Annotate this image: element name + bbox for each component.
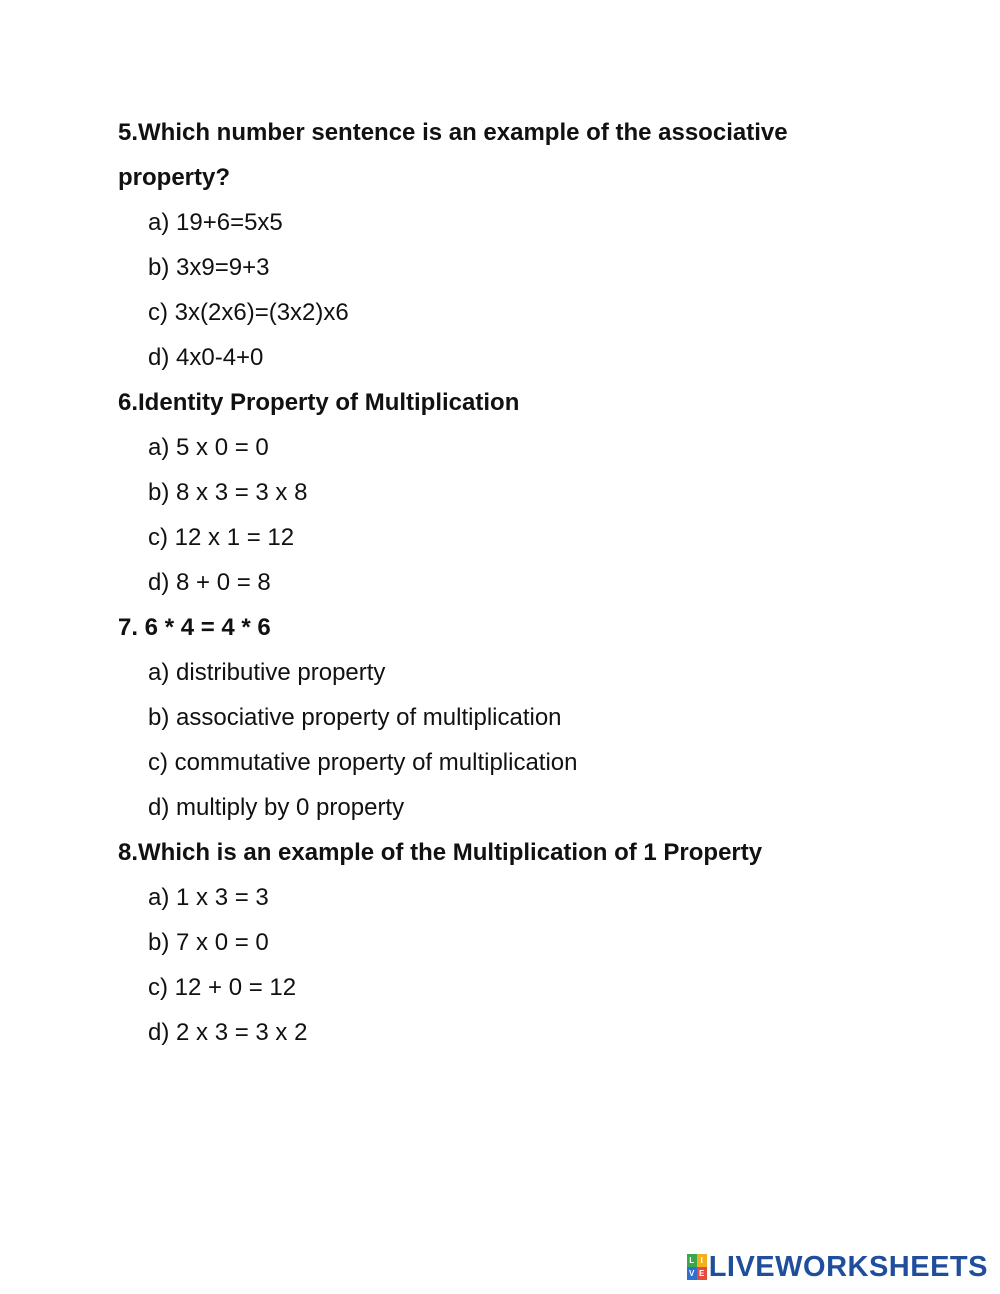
- logo-letter-i: I: [697, 1254, 707, 1267]
- question-7-option-d[interactable]: d) multiply by 0 property: [148, 794, 405, 821]
- logo-letter-v: V: [687, 1267, 697, 1280]
- question-8-option-b[interactable]: b) 7 x 0 = 0: [148, 929, 269, 956]
- question-8-option-c[interactable]: c) 12 + 0 = 12: [148, 974, 297, 1001]
- question-6-option-b[interactable]: b) 8 x 3 = 3 x 8: [148, 479, 308, 506]
- liveworksheets-wordmark: LIVEWORKSHEETS: [708, 1250, 988, 1283]
- question-6-option-d[interactable]: d) 8 + 0 = 8: [148, 569, 271, 596]
- logo-letter-l: L: [687, 1254, 697, 1267]
- question-5-option-c[interactable]: c) 3x(2x6)=(3x2)x6: [148, 299, 349, 326]
- logo-letter-e: E: [697, 1267, 707, 1280]
- question-5-option-a[interactable]: a) 19+6=5x5: [148, 209, 283, 236]
- question-8-title: 8.Which is an example of the Multiplication of 1 Property: [118, 839, 763, 866]
- question-5-title-continued: property?: [118, 164, 231, 191]
- question-7-title: 7. 6 * 4 = 4 * 6: [118, 614, 271, 641]
- question-6-option-c[interactable]: c) 12 x 1 = 12: [148, 524, 295, 551]
- question-6-option-a[interactable]: a) 5 x 0 = 0: [148, 434, 269, 461]
- question-6-title: 6.Identity Property of Multiplication: [118, 389, 520, 416]
- question-5-option-b[interactable]: b) 3x9=9+3: [148, 254, 270, 281]
- question-7-option-c[interactable]: c) commutative property of multiplication: [148, 749, 578, 776]
- question-8-option-a[interactable]: a) 1 x 3 = 3: [148, 884, 269, 911]
- question-7-option-b[interactable]: b) associative property of multiplication: [148, 704, 562, 731]
- liveworksheets-logo-icon: [687, 1254, 707, 1280]
- worksheet: [118, 110, 918, 1055]
- question-5-option-d[interactable]: d) 4x0-4+0: [148, 344, 264, 371]
- question-7-option-a[interactable]: a) distributive property: [148, 659, 386, 686]
- question-5-title: 5.Which number sentence is an example of the associative: [118, 119, 788, 146]
- question-8-option-d[interactable]: d) 2 x 3 = 3 x 2: [148, 1019, 308, 1046]
- liveworksheets-logo: [687, 1250, 988, 1284]
